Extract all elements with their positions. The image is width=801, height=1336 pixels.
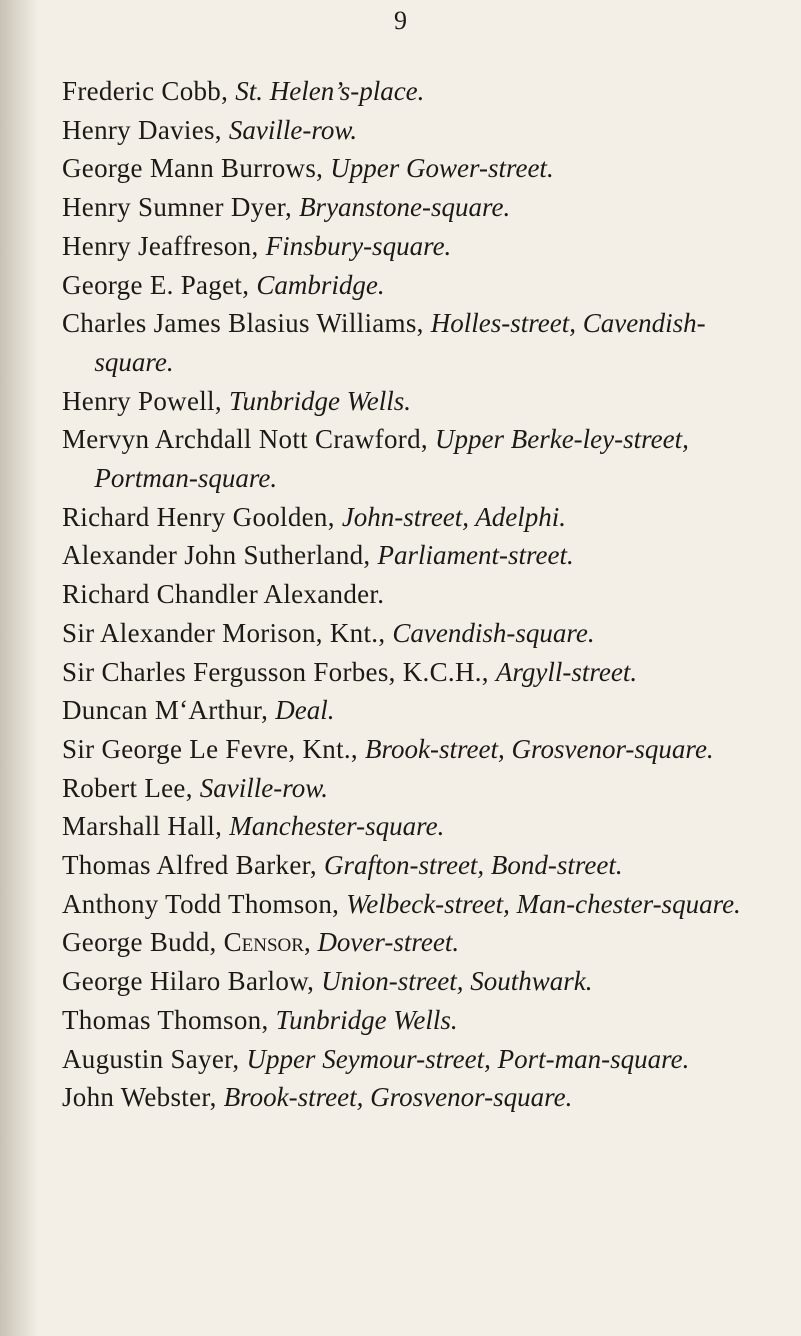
- entry-address: Brook-street, Grosvenor-square.: [223, 1082, 573, 1113]
- entry-name: Sir Charles Fergusson Forbes, K.C.H.,: [62, 656, 496, 687]
- entry-address: Upper Seymour-street, Port-man-square.: [246, 1043, 690, 1074]
- entry-address: Union-street, Southwark.: [321, 966, 593, 997]
- entry-name: Robert Lee,: [62, 772, 200, 803]
- entry-name: Duncan M‘Arthur,: [62, 695, 276, 726]
- entry-name: Henry Davies,: [62, 114, 229, 145]
- list-item: [62, 1040, 782, 1079]
- list-item: [62, 149, 782, 188]
- entry-name: Henry Powell,: [62, 385, 229, 416]
- entry-name: Mervyn Archdall Nott Crawford,: [62, 424, 435, 455]
- list-item: [62, 266, 782, 305]
- entry-name: Thomas Alfred Barker,: [62, 850, 324, 881]
- entry-address: Saville-row.: [199, 772, 329, 803]
- entry-name: Augustin Sayer,: [62, 1043, 247, 1074]
- entry-name: Sir Alexander Morison, Knt.,: [62, 617, 393, 648]
- entry-name: Anthony Todd Thomson,: [62, 888, 347, 919]
- entry-address: Tunbridge Wells.: [228, 385, 411, 416]
- list-item: [62, 188, 782, 227]
- entry-name: Frederic Cobb,: [62, 76, 236, 106]
- entry-name: Henry Jeaffreson,: [62, 230, 266, 261]
- page-edge-shadow: [0, 0, 38, 1336]
- entry-address: Argyll-street.: [495, 656, 638, 687]
- list-item: [62, 653, 782, 692]
- entry-name: George Mann Burrows,: [62, 153, 331, 184]
- list-item: [62, 304, 782, 381]
- entry-address: Brook-street, Grosvenor-square.: [365, 733, 714, 764]
- list-item: [62, 1001, 782, 1040]
- entry-name: Sir George Le Fevre, Knt.,: [62, 733, 366, 764]
- entry-name: George Budd,: [62, 927, 224, 958]
- entry-address: Welbeck-street, Man-chester-square.: [346, 888, 741, 919]
- list-item: [62, 846, 782, 885]
- list-item: [62, 382, 782, 421]
- list-item: [62, 769, 782, 808]
- entry-name: George E. Paget,: [62, 269, 257, 300]
- entry-name: Henry Sumner Dyer,: [62, 192, 300, 223]
- entry-address: Manchester-square.: [229, 811, 445, 842]
- entry-name: Charles James Blasius Williams,: [62, 308, 431, 339]
- entry-address: Grafton-street, Bond-street.: [323, 850, 623, 881]
- entry-address: Saville-row.: [228, 114, 358, 145]
- list-item: [62, 72, 782, 111]
- list-item: [62, 962, 782, 1001]
- entry-address: Deal.: [275, 695, 335, 726]
- entry-name: Thomas Thomson,: [62, 1004, 276, 1035]
- list-item: [62, 227, 782, 266]
- list-item: [62, 923, 782, 962]
- entry-address: Finsbury-square.: [265, 230, 452, 261]
- entry-address: Holles-street, Cavendish-square.: [94, 308, 706, 377]
- list-item: [62, 575, 782, 614]
- entry-name: Richard Henry Goolden,: [62, 501, 342, 532]
- entry-address: Cambridge.: [256, 269, 385, 300]
- entry-address: Dover-street.: [317, 927, 460, 958]
- fellows-list: [62, 72, 782, 1117]
- list-item: [62, 807, 782, 846]
- list-item: [62, 730, 782, 769]
- entry-address: Cavendish-square.: [392, 617, 595, 648]
- entry-address: Upper Berke-ley-street, Portman-square.: [94, 424, 689, 494]
- page-number: 9: [394, 6, 407, 35]
- list-item: [62, 614, 782, 653]
- list-item: [62, 420, 782, 497]
- list-item: [62, 498, 782, 537]
- list-item: [62, 691, 782, 730]
- entry-name: Alexander John Sutherland,: [62, 540, 378, 571]
- list-item: [62, 111, 782, 150]
- entry-address: St. Helen’s-place.: [235, 76, 425, 106]
- entry-name: Richard Chandler Alexander.: [62, 579, 385, 610]
- entry-name: George Hilaro Barlow,: [62, 966, 322, 997]
- entry-name: John Webster,: [62, 1082, 224, 1113]
- list-item: [62, 1078, 782, 1117]
- list-item: [62, 536, 782, 575]
- entry-address: John-street, Adelphi.: [341, 501, 567, 532]
- entry-address: Bryanstone-square.: [299, 192, 511, 223]
- entry-address: Tunbridge Wells.: [275, 1004, 458, 1035]
- entry-address: Upper Gower-street.: [330, 153, 554, 184]
- list-item: [62, 885, 782, 924]
- entry-name: Marshall Hall,: [62, 811, 230, 842]
- entry-address: Parliament-street.: [377, 540, 574, 571]
- entry-title: Censor,: [223, 927, 318, 958]
